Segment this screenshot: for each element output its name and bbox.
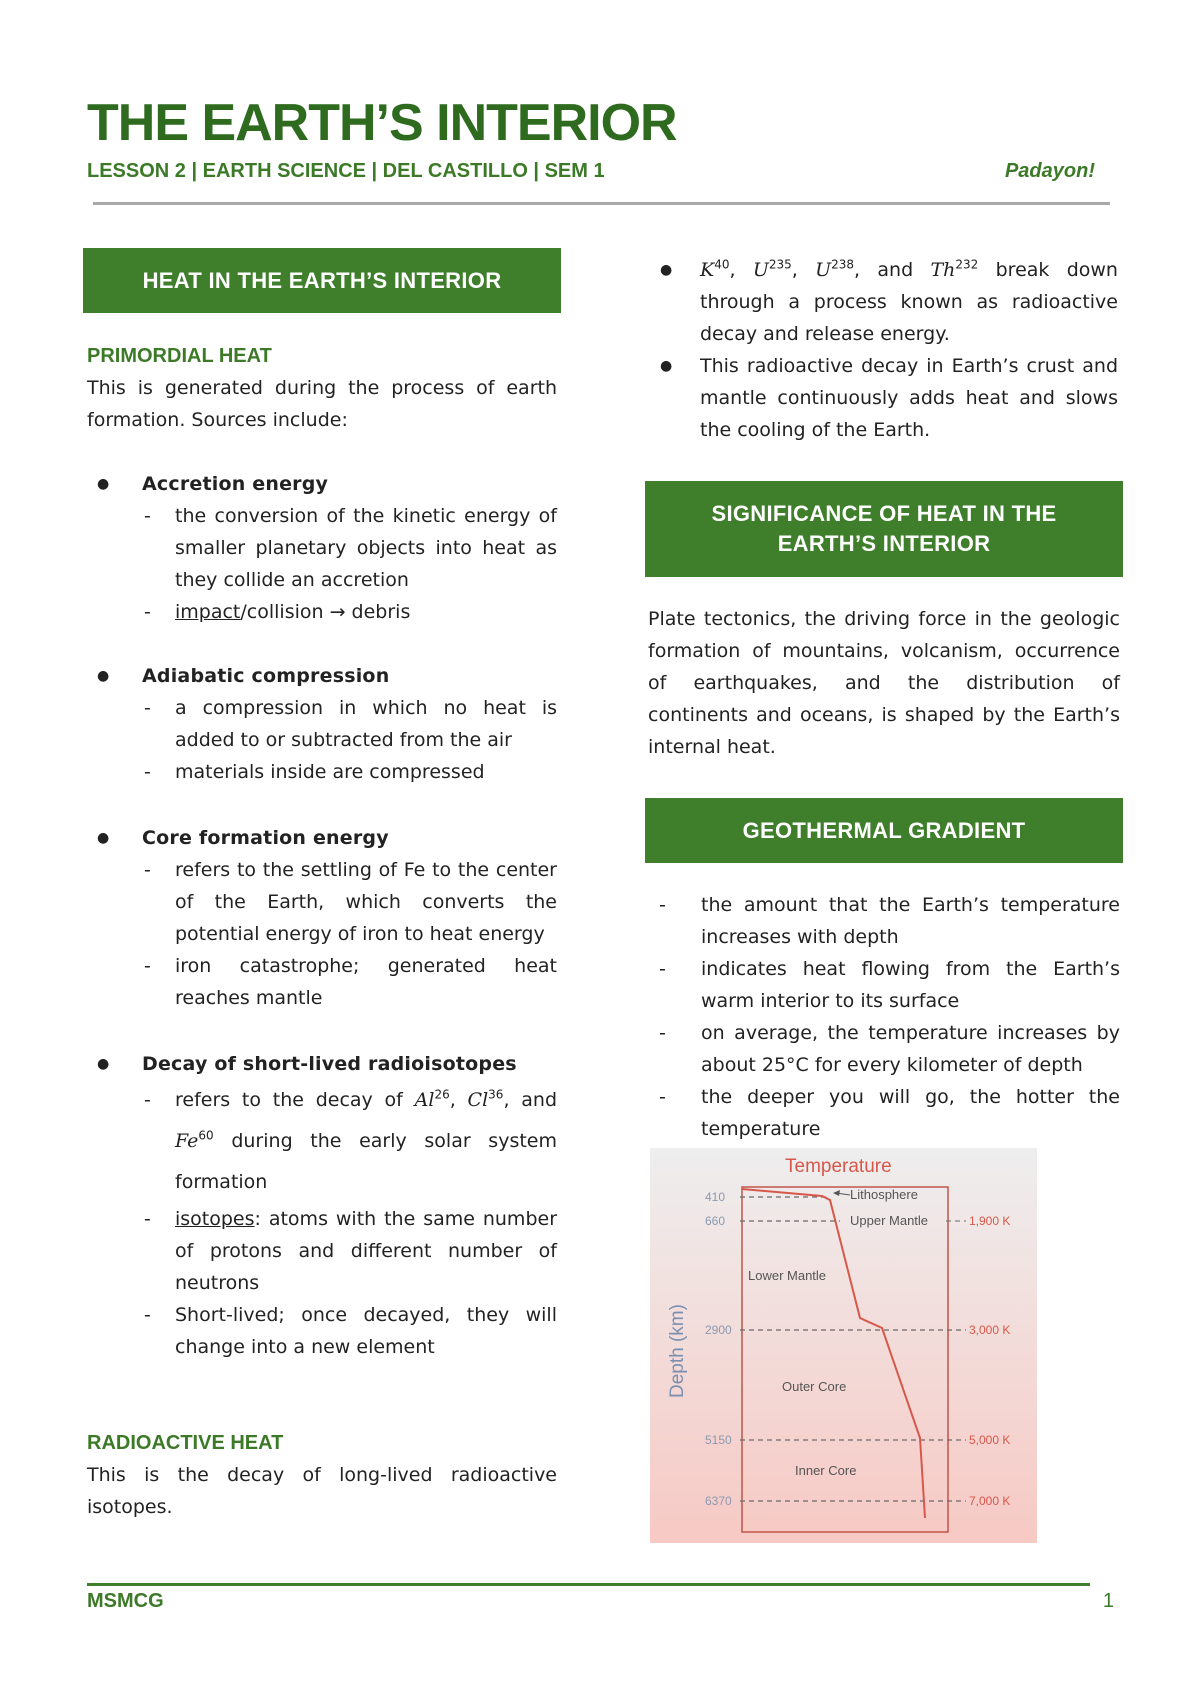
depth-lines [740, 1197, 966, 1501]
temp-label-7000: 7,000 K [969, 1494, 1011, 1508]
layer-box [742, 1187, 948, 1532]
right-column-top [650, 254, 1118, 446]
temp-label-5000: 5,000 K [969, 1433, 1011, 1447]
banner-heat-interior [83, 248, 561, 313]
significance-text: Plate tectonics, the driving force in the geologic formation of mountains, volcanism, occurrence of earthquakes, and the distribution of continents and oceans, is shaped by the Earth’s internal heat. [648, 608, 1120, 758]
banner-geothermal [645, 798, 1123, 863]
radioactive-text: This is the decay of long-lived radioactive isotopes. [87, 1464, 557, 1518]
footer-divider [87, 1583, 1090, 1586]
source-accretion [87, 468, 557, 628]
depth-label-410: 410 [705, 1190, 726, 1204]
radioactive-heading: RADIOACTIVE HEAT [87, 1432, 284, 1454]
accretion-desc-2: - impact/collision → debris [142, 596, 557, 628]
decay-desc-2: - isotopes: atoms with the same number of protons and different number of neutrons [142, 1203, 557, 1299]
accretion-title: ● Accretion energy [142, 473, 329, 495]
radioactive-bullet-1: ● $K^{40}$, $U^{235}$, $U^{238}$, and Th$^{232}$ break down through a process known as radioactive decay and release energy. [650, 254, 1118, 350]
source-adiabatic [87, 660, 557, 788]
depth-label-2900: 2900 [705, 1323, 732, 1337]
temp-label-3000: 3,000 K [969, 1323, 1011, 1337]
temp-label-1900: 1,900 K [969, 1214, 1011, 1228]
accretion-desc-1: - the conversion of the kinetic energy of smaller planetary objects into heat as they collide an accretion [142, 500, 557, 596]
significance-paragraph [648, 603, 1120, 763]
adiabatic-desc-2: - materials inside are compressed [142, 756, 557, 788]
temperature-depth-figure [650, 1148, 1037, 1543]
decay-title: ● Decay of short-lived radioisotopes [142, 1053, 517, 1075]
lesson-subtitle: LESSON 2 | EARTH SCIENCE | DEL CASTILLO | SEM 1 [87, 160, 605, 182]
depth-label-6370: 6370 [705, 1494, 732, 1508]
depth-label-5150: 5150 [705, 1433, 732, 1447]
depth-label-660: 660 [705, 1214, 726, 1228]
banner-geothermal-label: GEOTHERMAL GRADIENT [742, 817, 1026, 843]
core-title: ● Core formation energy [142, 827, 389, 849]
banner-significance [645, 481, 1123, 577]
header-divider [93, 202, 1110, 205]
gradient-item: - the deeper you will go, the hotter the temperature [657, 1081, 1120, 1145]
adiabatic-desc-1: - a compression in which no heat is added to or subtracted from the air [142, 692, 557, 756]
layer-label-upper-mantle: Upper Mantle [850, 1213, 929, 1228]
page-number: 1 [1102, 1590, 1114, 1612]
banner-significance-line-2: EARTH’S INTERIOR [777, 531, 991, 556]
layer-label-inner-core: Inner Core [795, 1463, 857, 1478]
footer-author: MSMCG [87, 1590, 164, 1612]
core-desc-1: - refers to the settling of Fe to the center of the Earth, which converts the potential energy of iron to heat energy [142, 854, 557, 950]
geothermal-list [657, 889, 1120, 1145]
motto: Padayon! [1004, 160, 1095, 182]
depth-axis-label: Depth (km) [667, 1304, 688, 1398]
figure-title: Temperature [785, 1156, 892, 1177]
core-desc-2: - iron catastrophe; generated heat reaches mantle [142, 950, 557, 1014]
source-short-lived-decay [87, 1048, 557, 1363]
radioactive-bullet-2: ● This radioactive decay in Earth’s crust and mantle continuously adds heat and slows the cooling of the Earth. [650, 350, 1118, 446]
layer-label-lithosphere: Lithosphere [850, 1187, 918, 1202]
gradient-item: - indicates heat flowing from the Earth’s warm interior to its surface [657, 953, 1120, 1017]
left-column [87, 340, 557, 1523]
decay-desc-3: - Short-lived; once decayed, they will change into a new element [142, 1299, 557, 1363]
banner-significance-line-1: SIGNIFICANCE OF HEAT IN THE [711, 501, 1057, 526]
gradient-item: - the amount that the Earth’s temperature increases with depth [657, 889, 1120, 953]
layer-label-lower-mantle: Lower Mantle [748, 1268, 827, 1283]
source-core-formation [87, 822, 557, 1014]
gradient-item: - on average, the temperature increases by about 25°C for every kilometer of depth [657, 1017, 1120, 1081]
primordial-intro: This is generated during the process of earth formation. Sources include: [87, 377, 557, 431]
arrow-head-icon [833, 1190, 840, 1196]
layer-label-outer-core: Outer Core [782, 1379, 847, 1394]
decay-desc-1: - refers to the decay of Al$^{26}$, Cl$^{36}$, and Fe$^{60}$ during the early solar system formation [142, 1080, 557, 1203]
primordial-sources [87, 468, 557, 1363]
page-title: THE EARTH’S INTERIOR [87, 94, 677, 152]
adiabatic-title: ● Adiabatic compression [142, 665, 390, 687]
temperature-depth-diagram [650, 1148, 1037, 1543]
primordial-heading: PRIMORDIAL HEAT [87, 345, 272, 367]
banner-heat-interior-label: HEAT IN THE EARTH’S INTERIOR [142, 267, 502, 293]
